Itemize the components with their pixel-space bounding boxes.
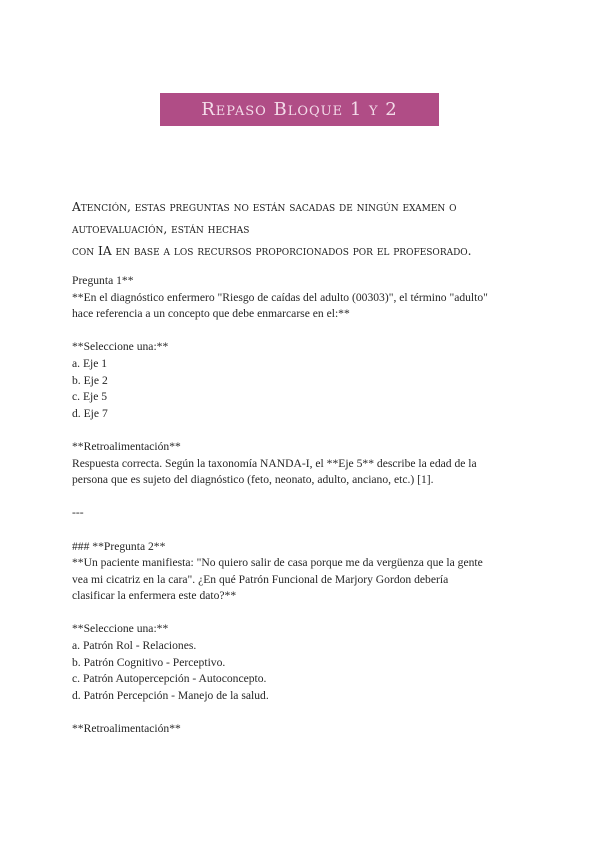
page-title: Repaso Bloque 1 y 2 xyxy=(201,99,398,120)
question-1-select-label: **Seleccione una:** xyxy=(72,340,169,354)
question-2-option-b: b. Patrón Cognitivo - Perceptivo. xyxy=(72,655,226,669)
questions-body xyxy=(72,273,532,738)
title-banner xyxy=(160,93,439,126)
question-1-option-a: a. Eje 1 xyxy=(72,356,108,370)
question-1-feedback-label: **Retroalimentación** xyxy=(72,439,181,453)
question-1-feedback-line-1: Respuesta correcta. Según la taxonomía NANDA-I, el **Eje 5** describe la edad de la xyxy=(72,456,477,470)
question-1-option-d: d. Eje 7 xyxy=(72,406,108,420)
disclaimer-note xyxy=(72,196,532,262)
disclaimer-line-1: Atención, estas preguntas no están sacadas de ningún examen o autoevaluación, están hechas xyxy=(72,200,457,236)
question-2-text-line-3: clasificar la enfermera este dato?** xyxy=(72,589,237,603)
disclaimer-line-2: con IA en base a los recursos proporcionados por el profesorado. xyxy=(72,244,472,258)
question-2-feedback-label: **Retroalimentación** xyxy=(72,722,181,736)
question-1-text-line-1: **En el diagnóstico enfermero "Riesgo de caídas del adulto (00303)", el término "adulto" xyxy=(72,290,488,304)
question-2-heading: ### **Pregunta 2** xyxy=(72,539,166,553)
question-1-option-b: b. Eje 2 xyxy=(72,373,108,387)
question-2-text-line-1: **Un paciente manifiesta: "No quiero salir de casa porque me da vergüenza que la gente xyxy=(72,556,483,570)
question-1-feedback-line-2: persona que es sujeto del diagnóstico (feto, neonato, adulto, anciano, etc.) [1]. xyxy=(72,473,434,487)
question-2-option-d: d. Patrón Percepción - Manejo de la salud. xyxy=(72,688,269,702)
question-2-option-a: a. Patrón Rol - Relaciones. xyxy=(72,639,197,653)
question-1-option-c: c. Eje 5 xyxy=(72,390,108,404)
question-1-text-line-2: hace referencia a un concepto que debe enmarcarse en el:** xyxy=(72,307,350,321)
question-1-heading: Pregunta 1** xyxy=(72,274,134,287)
section-separator: --- xyxy=(72,506,84,520)
question-2-text-line-2: vea mi cicatriz en la cara". ¿En qué Patrón Funcional de Marjory Gordon debería xyxy=(72,572,449,586)
question-2-select-label: **Seleccione una:** xyxy=(72,622,169,636)
question-2-option-c: c. Patrón Autopercepción - Autoconcepto. xyxy=(72,672,267,686)
